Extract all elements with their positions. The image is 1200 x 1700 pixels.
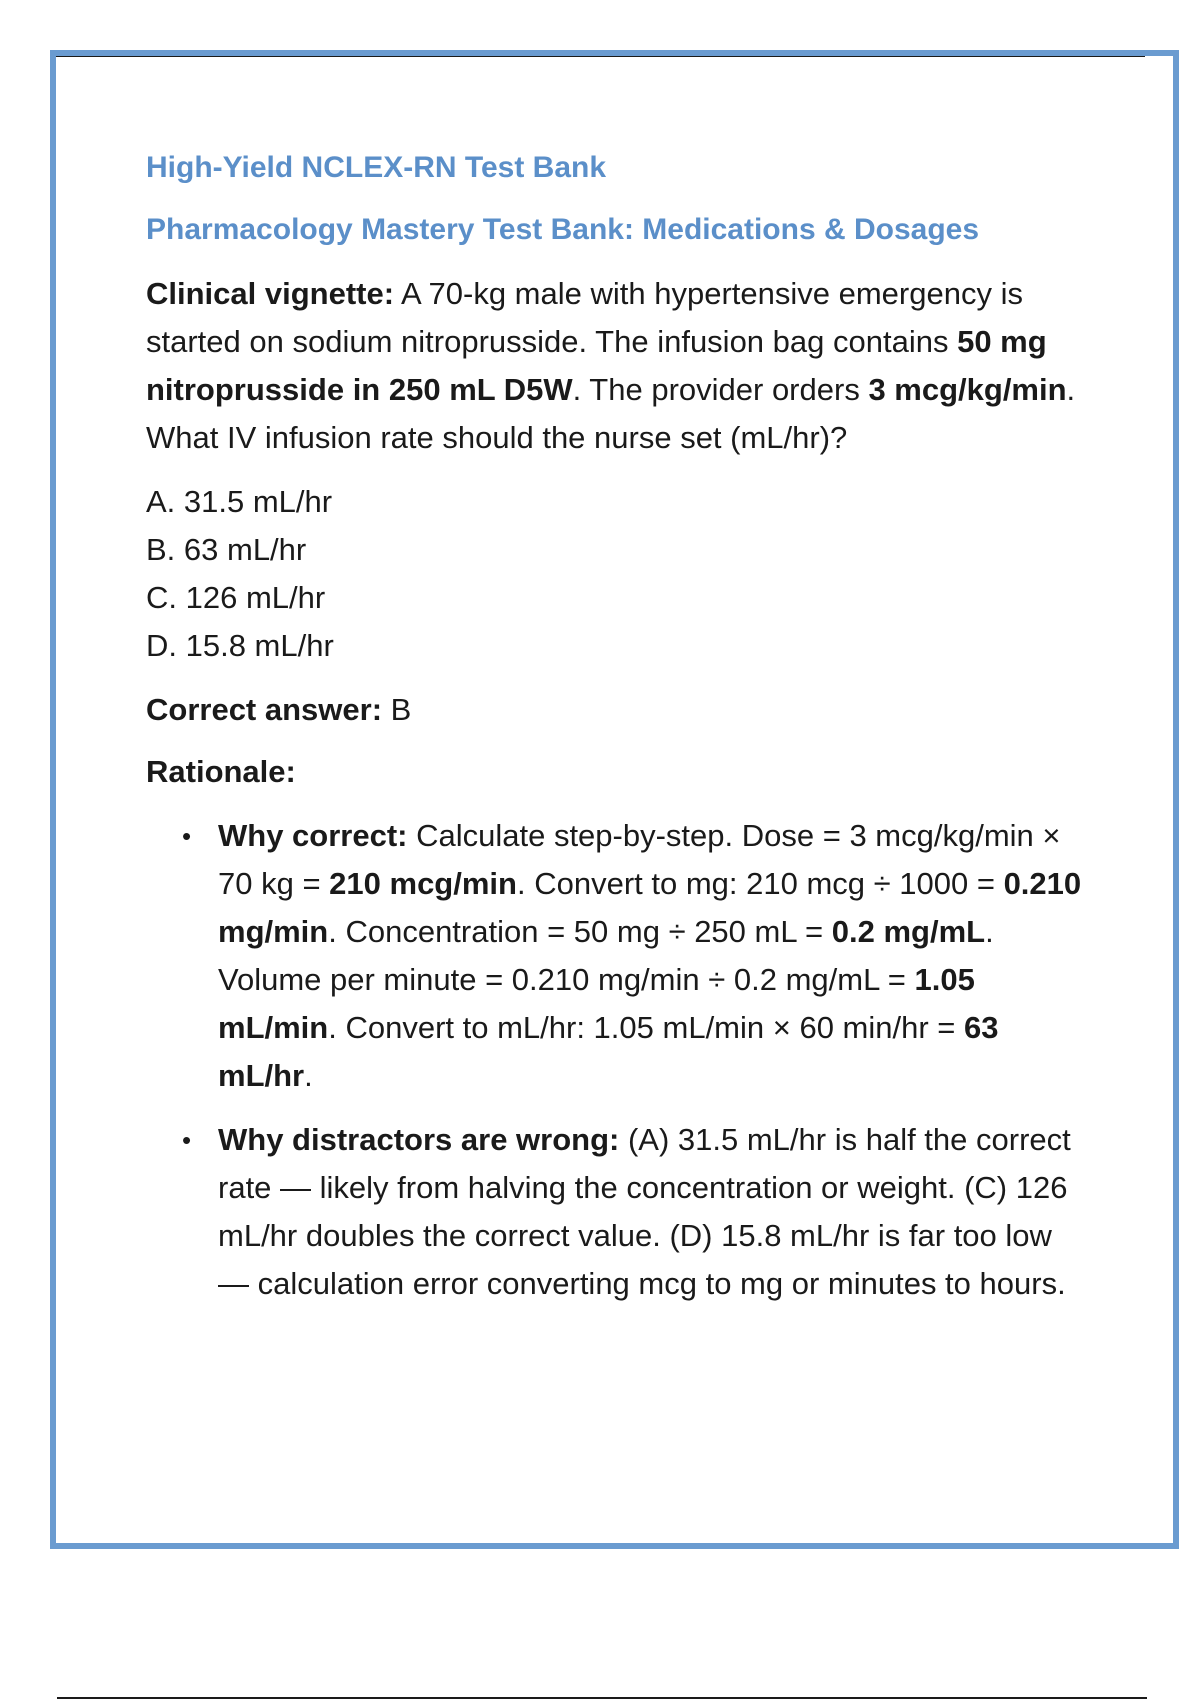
rationale-list [146, 812, 1086, 1308]
vignette-text-3: . What IV infusion rate should the nurse set (mL/hr)? [146, 372, 1076, 455]
concentration-result: 0.2 mg/mL [831, 914, 986, 949]
why-correct-text-1: Calculate step-by-step. Dose = 3 mcg/kg/min × 70 kg = [218, 818, 1061, 901]
why-distractors-text: (A) 31.5 mL/hr is half the correct rate — likely from halving the concentration or weight. (C) 126 mL/hr doubles the correct value. (D) 15.8 mL/hr is far too low — calculation error converting mcg to mg or minutes to hours. [218, 1122, 1071, 1301]
why-distractors-label: Why distractors are wrong: [218, 1122, 620, 1157]
vignette-label: Clinical vignette: [146, 276, 395, 311]
why-correct-text-3: . Concentration = 50 mg ÷ 250 mL = [328, 914, 832, 949]
mg-result: 0.210 mg/min [218, 866, 1082, 949]
vignette-text-2: . The provider orders [572, 372, 869, 407]
why-correct-text-2: . Convert to mg: 210 mcg ÷ 1000 = [516, 866, 1004, 901]
option-b: B. 63 mL/hr [146, 532, 307, 567]
document-title: High-Yield NCLEX-RN Test Bank [146, 151, 607, 184]
option-c: C. 126 mL/hr [146, 580, 326, 615]
vignette-bag-contents: 50 mg nitroprusside in 250 mL D5W [146, 324, 1047, 407]
correct-answer-value: B [382, 692, 412, 727]
correct-answer [146, 686, 1086, 734]
dose-result: 210 mcg/min [329, 866, 517, 901]
why-correct-label: Why correct: [218, 818, 408, 853]
final-rate-result: 63 mL/hr [218, 1010, 999, 1093]
correct-answer-label: Correct answer: [146, 692, 383, 727]
bottom-rule [57, 1697, 1147, 1699]
why-correct-text-5: . Convert to mL/hr: 1.05 mL/min × 60 min/hr = [328, 1010, 965, 1045]
answer-options [146, 478, 1086, 670]
option-d: D. 15.8 mL/hr [146, 628, 334, 663]
vignette-text-1: A 70-kg male with hypertensive emergency is started on sodium nitroprusside. The infusion bag contains [146, 276, 1023, 359]
option-a: A. 31.5 mL/hr [146, 484, 333, 519]
rationale-heading: Rationale: [146, 754, 296, 789]
bullet-icon: • [182, 1125, 192, 1155]
rationale-distractors-item [182, 1116, 1086, 1308]
vignette-order: 3 mcg/kg/min [868, 372, 1067, 407]
document-content [146, 148, 1086, 1324]
volume-per-minute-result: 1.05 mL/min [218, 962, 975, 1045]
clinical-vignette [146, 270, 1086, 462]
section-subtitle: Pharmacology Mastery Test Bank: Medications & Dosages [146, 213, 980, 246]
why-correct-text-4: . Volume per minute = 0.210 mg/min ÷ 0.2 mg/mL = [218, 914, 994, 997]
bullet-icon: • [182, 821, 192, 851]
rationale-correct-item [182, 812, 1086, 1100]
why-correct-text-6: . [304, 1058, 313, 1093]
